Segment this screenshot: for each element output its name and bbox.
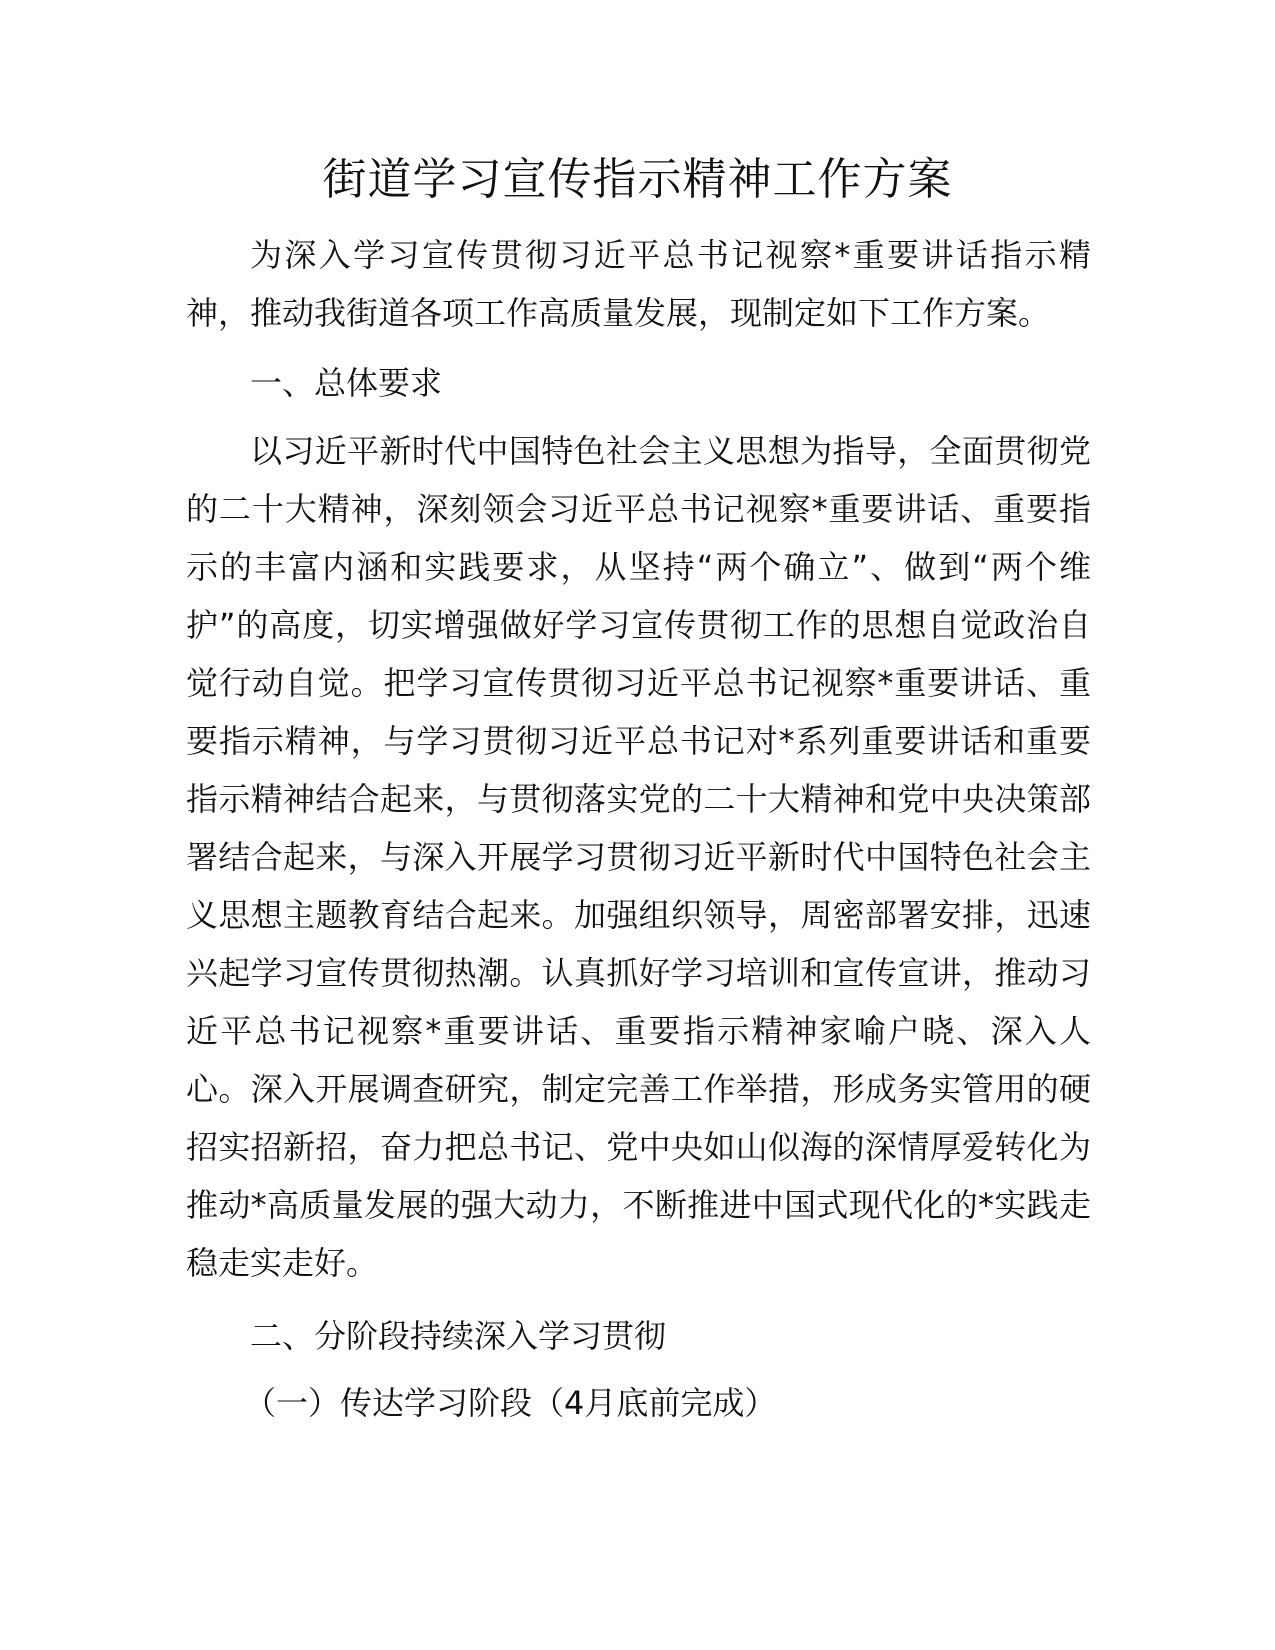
section-1-heading: 一、总体要求 — [250, 364, 443, 402]
intro-paragraph: 为深入学习宣传贯彻习近平总书记视察*重要讲话指示精神，推动我街道各项工作高质量发展，现制定如下工作方案。 — [186, 236, 1091, 332]
section-2-heading: 二、分阶段持续深入学习贯彻 — [250, 1317, 667, 1355]
section-1-paragraph: 以习近平新时代中国特色社会主义思想为指导，全面贯彻党的二十大精神，深刻领会习近平总书记视察*重要讲话、重要指示的丰富内涵和实践要求，从坚持“两个确立”、做到“两个维护”的高度，切实增强做好学习宣传贯彻工作的思想自觉政治自觉行动自觉。把学习宣传贯彻习近平总书记视察*重要讲话、重要指示精神，与学习贯彻习近平总书记对*系列重要讲话和重要指示精神结合起来，与贯彻落实党的二十大精神和党中央决策部署结合起来，与深入开展学习贯彻习近平新时代中国特色社会主义思想主题教育结合起来。加强组织领导，周密部署安排，迅速兴起学习宣传贯彻热潮。认真抓好学习培训和宣传宣讲，推动习近平总书记视察*重要讲话、重要指示精神家喻户晓、深入人心。深入开展调查研究，制定完善工作举措，形成务实管用的硬招实招新招，奋力把总书记、党中央如山似海的深情厚爱转化为推动*高质量发展的强大动力，不断推进中国式现代化的*实践走稳走实走好。 — [186, 432, 1091, 1282]
document-title: 街道学习宣传指示精神工作方案 — [322, 154, 953, 205]
section-2-subheading-1: （一）传达学习阶段（4月底前完成） — [244, 1384, 777, 1422]
